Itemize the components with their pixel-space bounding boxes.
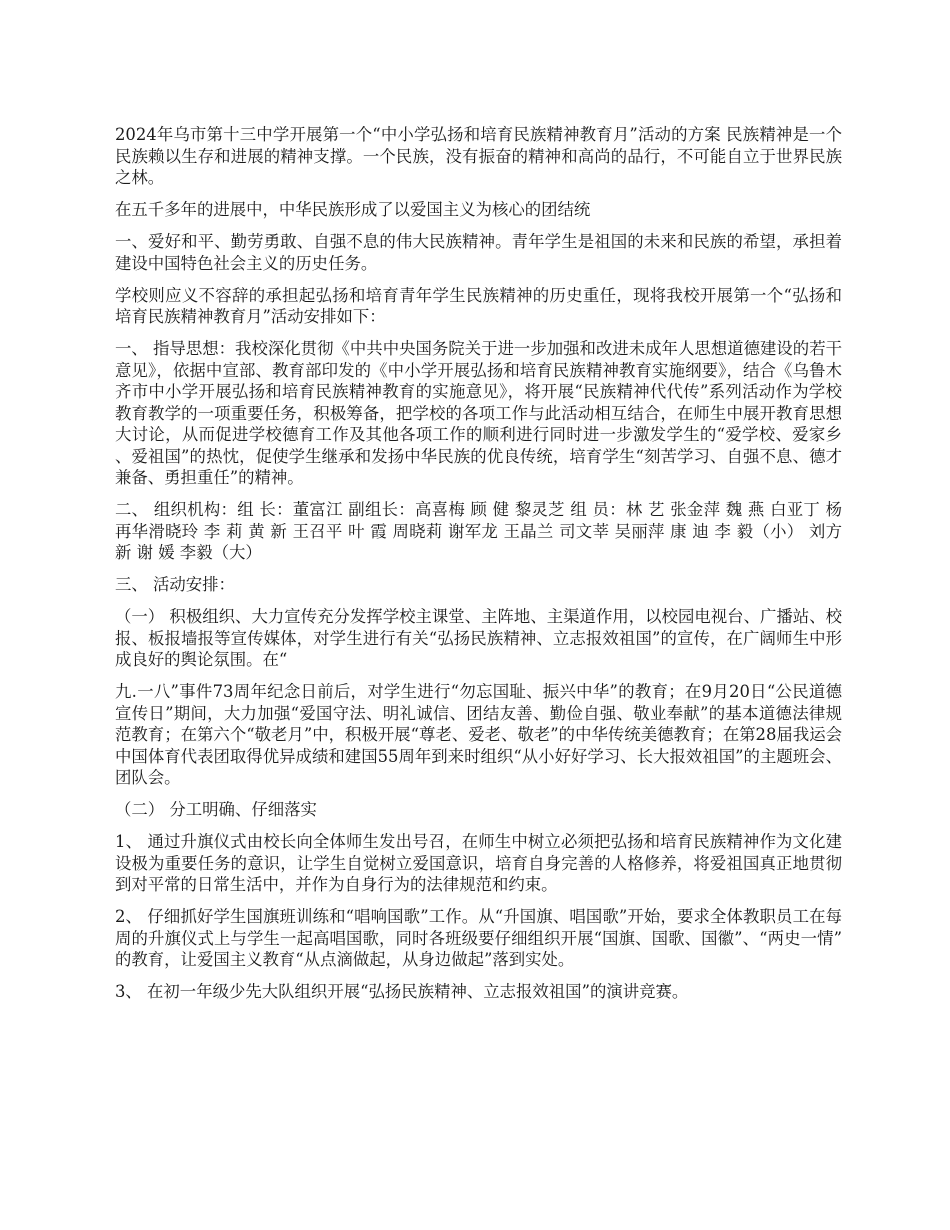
item-1-paragraph: 1、 通过升旗仪式由校长向全体师生发出号召，在师生中树立必须把弘扬和培育民族精神作为文化建设极为重要任务的意识，让学生自觉树立爱国意识，培育自身完善的人格修养，将爱祖国真正地贯彻到对平常的日常生活中，并作为自身行为的法律规范和约束。 (115, 832, 842, 894)
organization-paragraph: 二、 组织机构：组 长：董富江 副组长：高喜梅 顾 健 黎灵芝 组 员：林 艺 张金萍 魏 燕 白亚丁 杨再华滑晓玲 李 莉 黄 新 王召平 叶 霞 周晓莉 谢军龙 王晶兰 司文莘 吴丽萍 康 迪 李 毅（小） 刘方新 谢 媛 李毅（大） (115, 500, 842, 562)
item-2-paragraph: 2、 仔细抓好学生国旗班训练和“唱响国歌”工作。从“升国旗、唱国歌”开始，要求全体教职员工在每周的升旗仪式上与学生一起高唱国歌，同时各班级要仔细组织开展“国旗、国歌、国徽”、“两史一情”的教育，让爱国主义教育“从点滴做起，从身边做起”落到实处。 (115, 907, 842, 969)
publicity-paragraph: （一） 积极组织、大力宣传充分发挥学校主课堂、主阵地、主渠道作用，以校园电视台、广播站、校报、板报墙报等宣传媒体，对学生进行有关“弘扬民族精神、立志报效祖国”的宣传，在广阔师生中形成良好的舆论氛围。在“ (115, 607, 842, 669)
item-3-paragraph: 3、 在初一年级少先大队组织开展“弘扬民族精神、立志报效祖国”的演讲竞赛。 (115, 982, 689, 1001)
intro-paragraph: 2024年乌市第十三中学开展第一个“中小学弘扬和培育民族精神教育月”活动的方案 民族精神是一个民族赖以生存和进展的精神支撑。一个民族，没有振奋的精神和高尚的品行，不可能自立于世界民族之林。 (115, 125, 842, 187)
commemoration-paragraph: 九.一八”事件73周年纪念日前后，对学生进行“勿忘国耻、振兴中华”的教育；在9月20日“公民道德宣传日”期间，大力加强“爱国守法、明礼诚信、团结友善、勤俭自强、敬业奉献”的基本道德法律规范教育；在第六个“敬老月”中，积极开展“尊老、爱老、敬老”的中华传统美德教育；在第28届我运会中国体育代表团取得优异成绩和建国55周年到来时组织“从小好好学习、长大报效祖国”的主题班会、团队会。 (115, 682, 842, 787)
national-spirit-paragraph: 一、爱好和平、勤劳勇敢、自强不息的伟大民族精神。青年学生是祖国的未来和民族的希望，承担着建设中国特色社会主义的历史任务。 (115, 232, 842, 273)
document-body (115, 124, 842, 1013)
division-heading: （二） 分工明确、仔细落实 (115, 800, 317, 819)
guiding-ideology-paragraph: 一、 指导思想：我校深化贯彻《中共中央国务院关于进一步加强和改进未成年人思想道德建设的若干意见》，依据中宣部、教育部印发的《中小学开展弘扬和培育民族精神教育实施纲要》，结合《乌鲁木齐市中小学开展弘扬和培育民族精神教育的实施意见》，将开展“民族精神代代传”系列活动作为学校教育教学的一项重要任务，积极筹备，把学校的各项工作与此活动相互结合，在师生中展开教育思想大讨论，从而促进学校德育工作及其他各项工作的顺利进行同时进一步激发学生的“爱学校、爱家乡、爱祖国”的热忱，促使学生继承和发扬中华民族的优良传统，培育学生“刻苦学习、自强不息、德才兼备、勇担重任”的精神。 (115, 339, 842, 487)
history-paragraph: 在五千多年的进展中，中华民族形成了以爱国主义为核心的团结统 (115, 200, 591, 219)
activity-arrangement-heading: 三、 活动安排： (115, 575, 235, 594)
school-responsibility-paragraph: 学校则应义不容辞的承担起弘扬和培育青年学生民族精神的历史重任，现将我校开展第一个“弘扬和培育民族精神教育月”活动安排如下： (115, 285, 842, 326)
